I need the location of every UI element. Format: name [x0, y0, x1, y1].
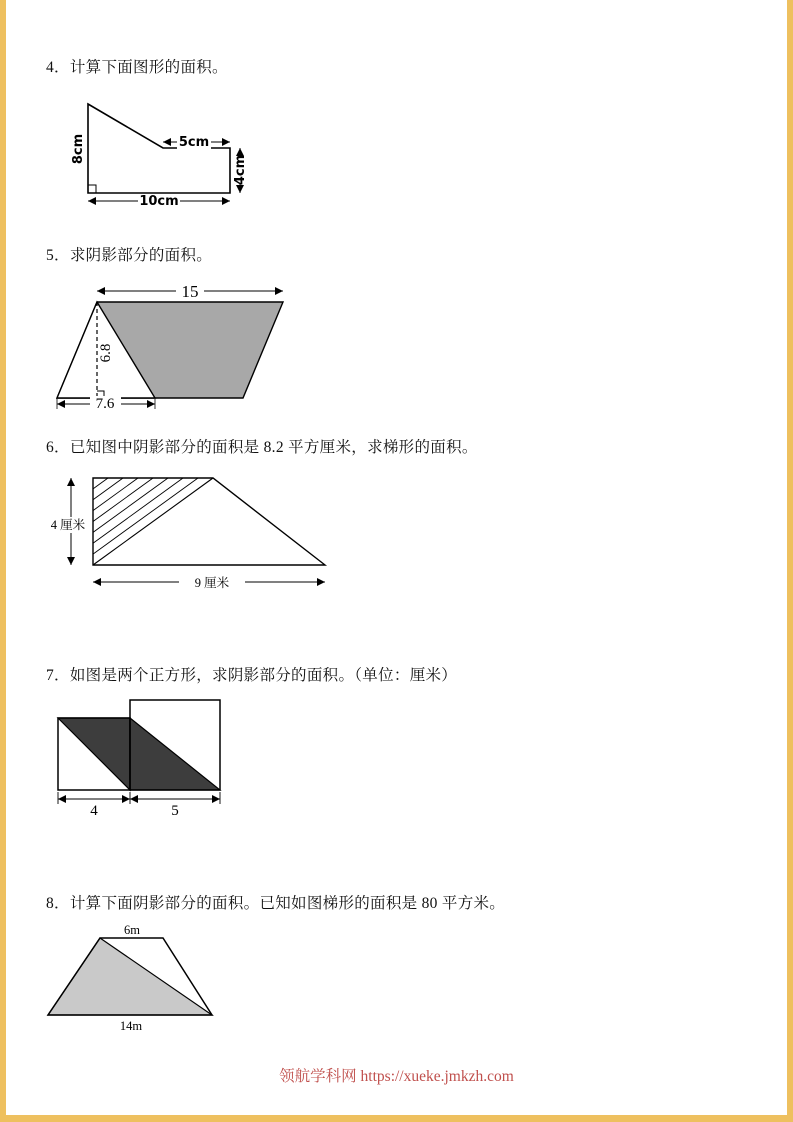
figure-problem-8	[35, 920, 240, 1035]
figure-problem-5	[45, 280, 300, 422]
dimension-label-14m: 14m	[119, 1019, 143, 1033]
dimension-label-8cm: 8cm	[71, 133, 86, 165]
dimension-label-7-6: 7.6	[95, 396, 115, 412]
shaded-triangle-right	[130, 718, 220, 790]
problem-8-heading: 8．计算下面阴影部分的面积。已知如图梯形的面积是 80 平方米。	[46, 895, 506, 912]
footer-link[interactable]: 领航学科网 https://xueke.jmkzh.com	[279, 1068, 514, 1085]
page-border-bottom	[0, 1115, 793, 1122]
problem-4-heading: 4．计算下面图形的面积。	[46, 59, 228, 76]
dimension-label-5cm: 5cm	[178, 135, 210, 150]
page-border-left	[0, 0, 6, 1122]
figure-problem-6	[40, 465, 350, 597]
dimension-label-10cm: 10cm	[139, 194, 179, 209]
dimension-label-5: 5	[171, 803, 179, 819]
dimension-label-15: 15	[181, 282, 199, 301]
problem-5-heading: 5．求阴影部分的面积。	[46, 247, 213, 264]
page-border-right	[787, 0, 793, 1122]
dimension-label-6-8: 6.8	[98, 343, 114, 363]
dimension-label-6m: 6m	[124, 923, 140, 937]
dimension-label-4cm: 4 厘米	[50, 518, 86, 532]
trapezoid-outline	[93, 478, 325, 565]
dimension-label-9cm: 9 厘米	[194, 576, 230, 590]
problem-6-heading: 6．已知图中阴影部分的面积是 8.2 平方厘米，求梯形的面积。	[46, 439, 478, 456]
figure-problem-7	[45, 695, 240, 823]
figure-problem-4	[70, 95, 270, 217]
dimension-label-4: 4	[90, 803, 98, 819]
dimension-label-4cm: 4cm	[233, 154, 248, 186]
problem-7-heading: 7．如图是两个正方形，求阴影部分的面积。（单位：厘米）	[46, 667, 458, 684]
shaded-triangle-left	[58, 718, 130, 790]
